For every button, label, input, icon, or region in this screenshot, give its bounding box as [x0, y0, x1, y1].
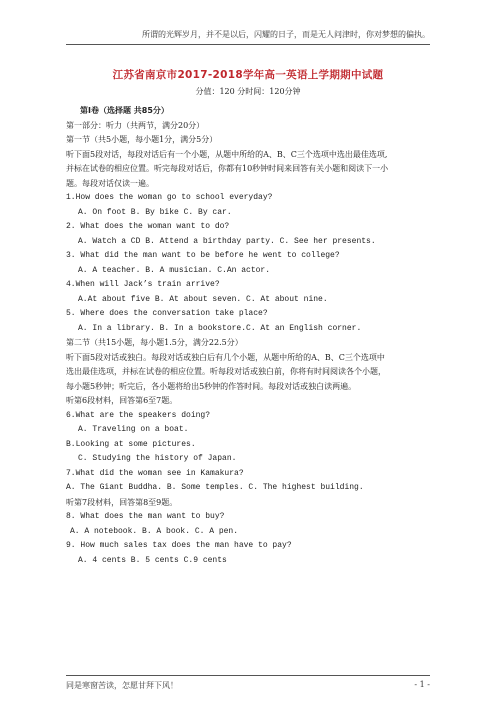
options-line: C. Studying the history of Japan.	[78, 454, 237, 463]
question-line: 6.What are the speakers doing?	[66, 410, 211, 420]
instruction-line: 每小题5秒钟；听完后，各小题将给出5秒钟的作答时间。每段对话或独白读两遍。	[66, 381, 357, 391]
instruction-line: 第一节（共5小题，每小题1分，满分5分）	[66, 135, 218, 144]
options-line: A. Watch a CD B. Attend a birthday party. C. See her presents.	[78, 236, 376, 246]
options-line: A. Traveling on a boat.	[78, 425, 189, 434]
instruction-line: 第一部分：听力（共两节，满分20分）	[66, 120, 205, 130]
question-line: 4.When will Jack’s train arrive?	[66, 280, 220, 289]
instruction-line: 第二节（共15小题，每小题1.5分，满分22.5分）	[66, 338, 243, 347]
section-heading: 第Ⅰ卷（选择题 共85分）	[80, 106, 169, 115]
options-line: A. A notebook. B. A book. C. A pen.	[70, 526, 239, 536]
instruction-line: 并标在试卷的相应位置。听完每段对话后，你都有10秒钟时间来回答有关小题和阅读下一小	[66, 164, 389, 173]
options-line: A. 4 cents B. 5 cents C.9 cents	[78, 555, 227, 565]
question-line: 7.What did the woman see in Kamakura?	[66, 468, 244, 478]
header-divider	[66, 44, 430, 45]
question-line: 9. How much sales tax does the man have to pay?	[66, 541, 292, 550]
question-line: 2. What does the woman want to do?	[66, 222, 230, 231]
exam-content	[66, 104, 430, 568]
question-line: 8. What does the man want to buy?	[66, 512, 225, 521]
instruction-line: 题。每段对话仅读一遍。	[66, 178, 154, 188]
exam-meta: 分值：120 分时间：120分钟	[195, 87, 301, 96]
footer-motto: 同是寒窗苦读，怎愿甘拜下风！	[66, 681, 178, 690]
options-line: A. On foot B. By bike C. By car.	[78, 207, 232, 217]
instruction-line: 听第6段材料，回答第6至7题。	[66, 396, 178, 405]
footer-divider	[66, 675, 430, 676]
options-line: A.At about five B. At about seven. C. At about nine.	[78, 294, 328, 304]
question-line: B.Looking at some pictures.	[66, 439, 196, 449]
question-line: 1.How does the woman go to school everyday?	[66, 193, 273, 202]
question-line: A. The Giant Buddha. B. Some temples. C. The highest building.	[66, 483, 364, 492]
question-line: 5. Where does the conversation take place?	[66, 309, 268, 318]
header-motto: 所谓的光辉岁月，并不是以后，闪耀的日子，而是无人问津时，你对梦想的偏执。	[142, 30, 430, 39]
instruction-line: 听下面5段对话，每段对话后有一个小题，从题中所给的A、B、C三个选项中选出最佳选项,	[66, 149, 388, 159]
instruction-line: 听下面5段对话或独白。每段对话或独白后有几个小题，从题中所给的A、B、C三个选项中	[66, 352, 385, 362]
instruction-line: 听第7段材料，回答第8至9题。	[66, 497, 178, 507]
options-line: A. A teacher. B. A musician. C.An actor.	[78, 265, 271, 275]
options-line: A. In a library. B. In a bookstore.C. At an English corner.	[78, 323, 362, 333]
instruction-line: 选出最佳选项，并标在试卷的相应位置。听每段对话或独白前，你将有时间阅读各个小题，	[66, 367, 386, 376]
question-line: 3. What did the man want to be before he went to college?	[66, 251, 340, 260]
page-title: 江苏省南京市2017-2018学年高一英语上学期期中试题	[112, 69, 384, 81]
page-number: - 1 -	[414, 680, 430, 689]
